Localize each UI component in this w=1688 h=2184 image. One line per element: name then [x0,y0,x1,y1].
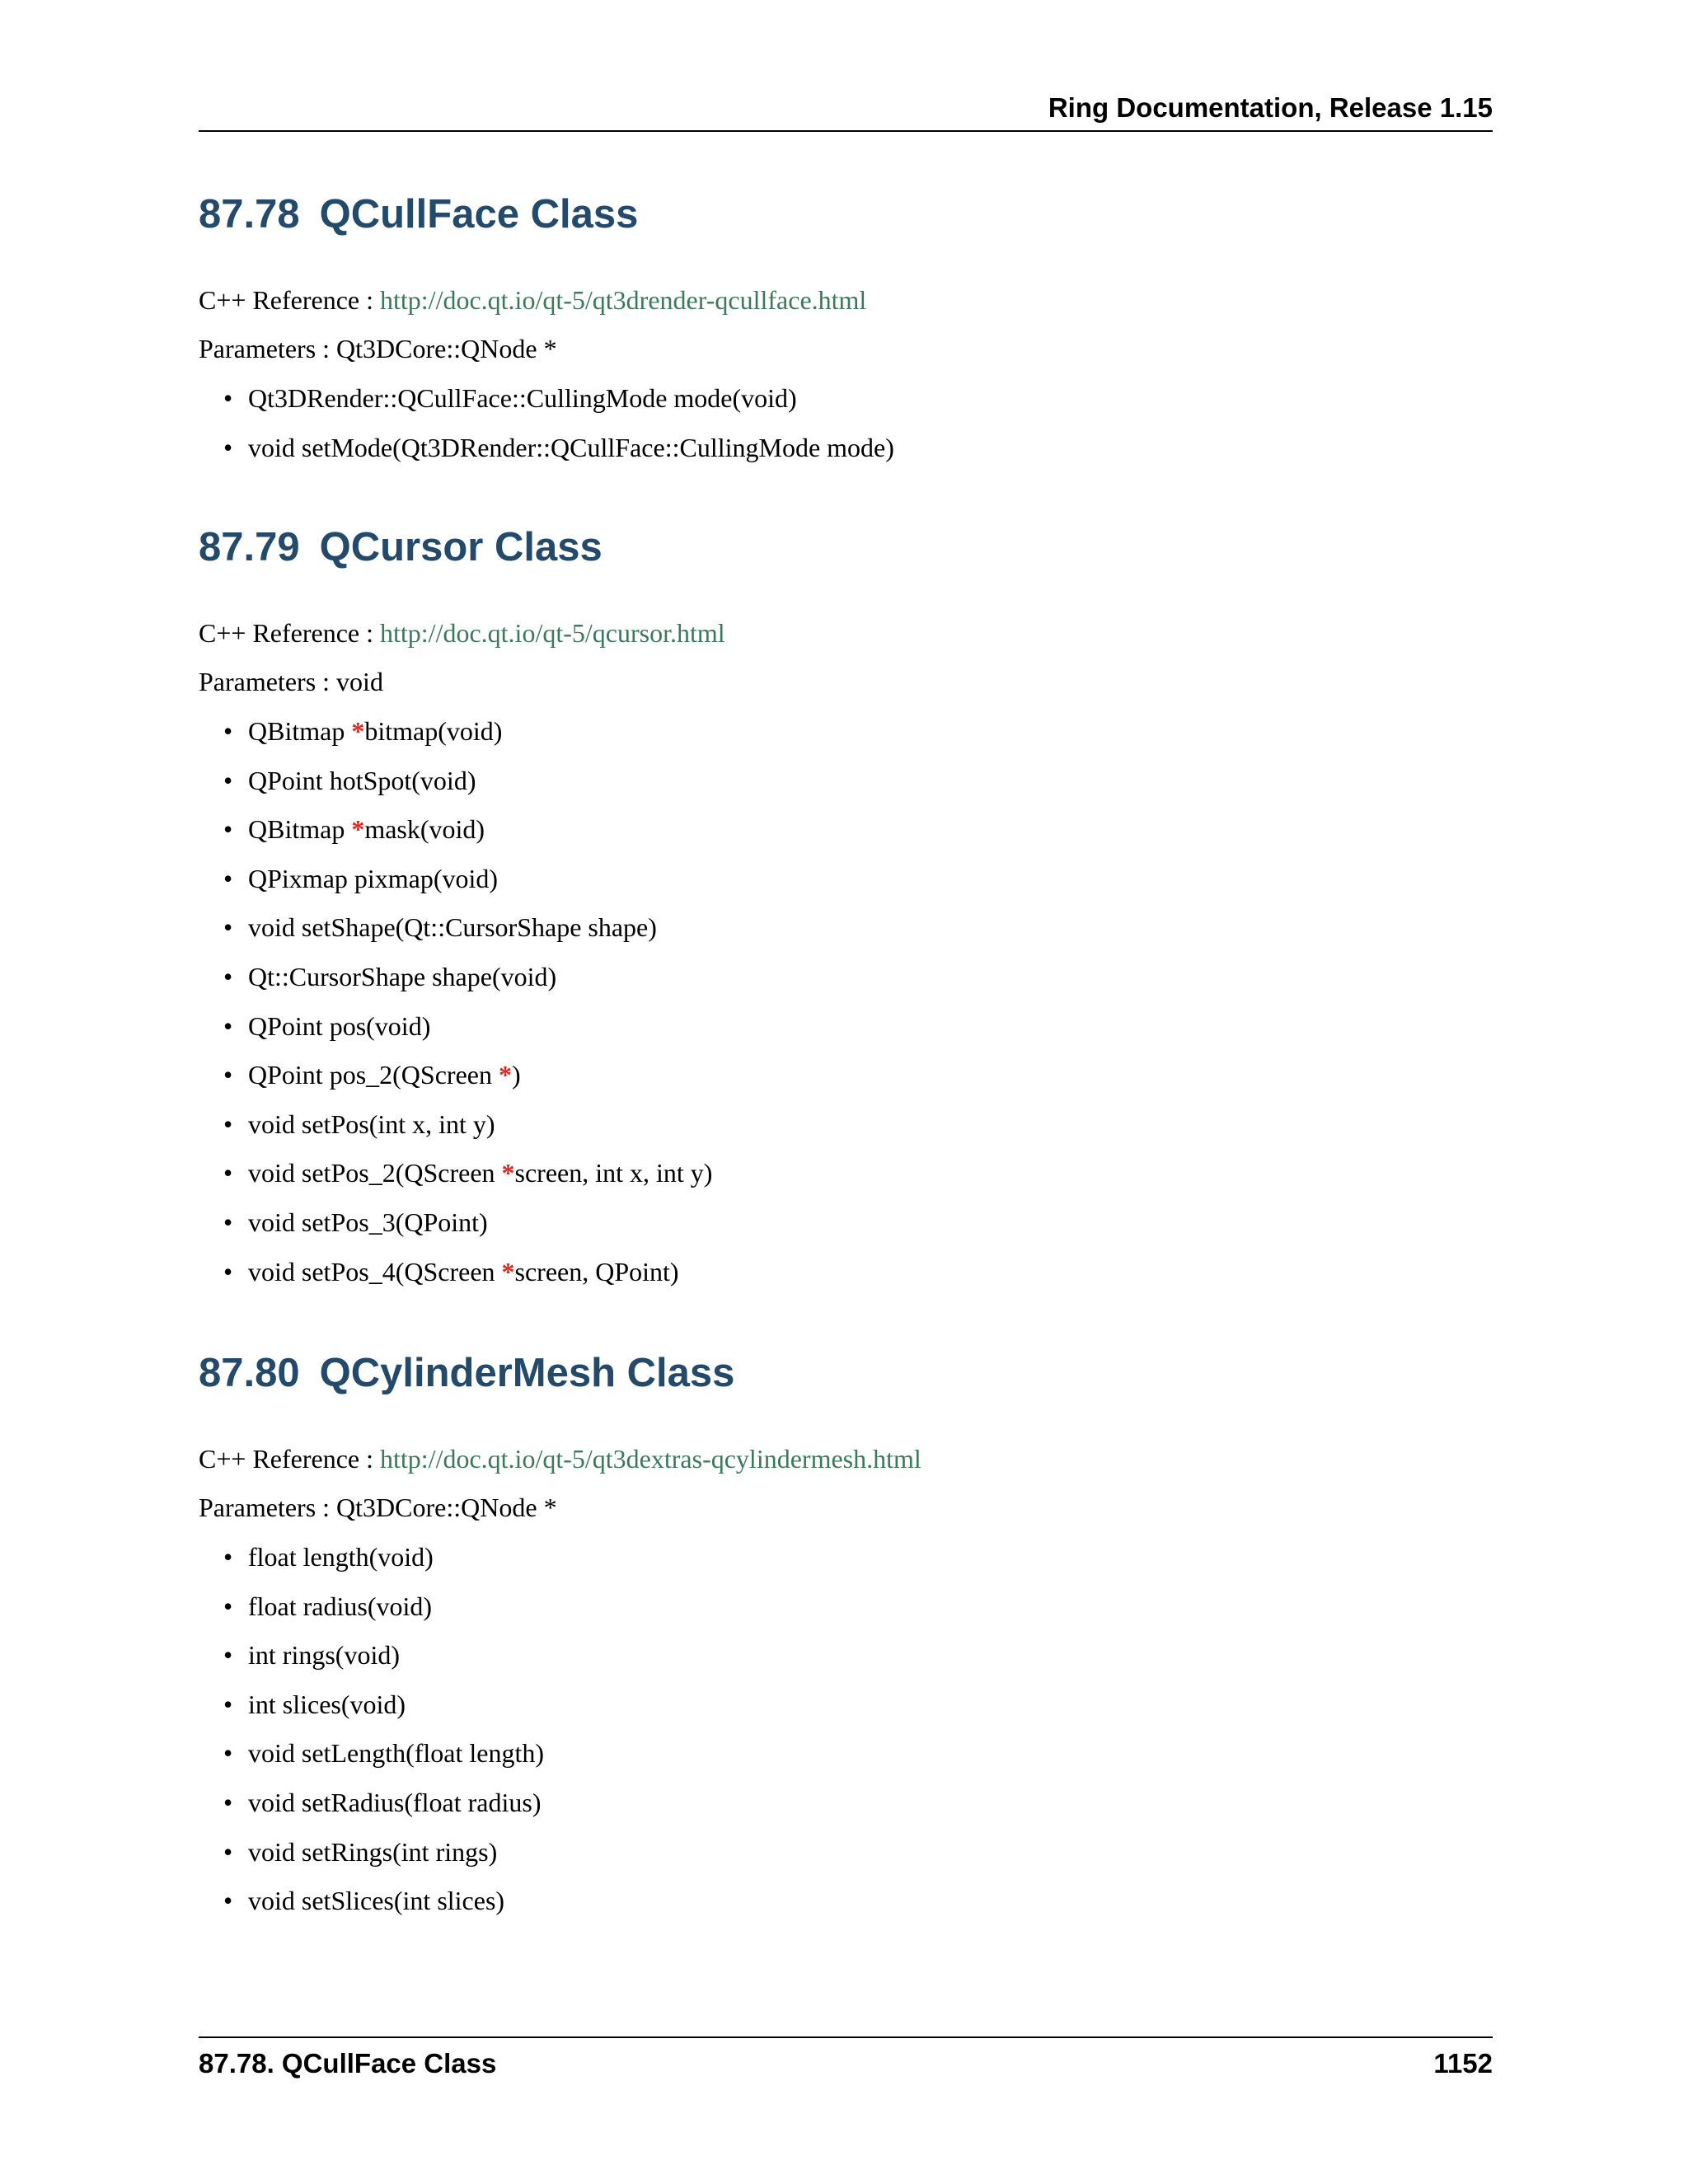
method-signature-text: float radius(void) [248,1591,433,1621]
method-item [223,1738,545,1769]
section-number: 87.80 [199,1351,300,1395]
method-signature-text: void setPos_4(QScreen [248,1256,502,1286]
method-signature-text: screen, int x, int y) [514,1158,713,1188]
method-signature-text: void setRadius(float radius) [248,1788,542,1817]
section-qcursor [199,525,1493,1286]
bullet-icon: • [223,1738,233,1769]
section-heading [199,1353,1493,1394]
method-signature-text: Qt::CursorShape shape(void) [248,962,557,991]
section-title: QCursor Class [319,525,603,569]
method-signature-text: void setSlices(int slices) [248,1886,505,1916]
bullet-icon: • [223,765,233,795]
method-item [223,1010,431,1041]
bullet-icon: • [223,1886,233,1916]
method-item [223,716,503,746]
method-item [223,1591,433,1621]
method-item [223,1158,713,1188]
bullet-icon: • [223,1640,233,1671]
bullet-icon: • [223,814,233,845]
section-qcylindermesh [199,1351,1493,1916]
method-item [223,1886,505,1916]
bullet-icon: • [223,1788,233,1817]
bullet-icon: • [223,1010,233,1041]
reference-link[interactable]: http://doc.qt.io/qt-5/qt3dextras-qcylindermesh.html [380,1444,921,1474]
bullet-icon: • [223,1060,233,1090]
method-item [223,765,476,795]
header-rule [199,130,1493,132]
reference-label: C++ Reference : [199,1444,380,1474]
method-signature-text: ) [511,1060,521,1090]
document-page [199,0,1493,2184]
cpp-reference-line [199,1446,921,1472]
bullet-icon: • [223,1591,233,1621]
bullet-icon: • [223,1836,233,1867]
method-item [223,1256,679,1286]
method-signature-text: QBitmap [248,716,352,746]
section-heading [199,194,1493,235]
method-item [223,1108,495,1139]
pointer-asterisk: * [351,814,365,845]
method-item [223,383,797,413]
method-signature-text: void setPos(int x, int y) [248,1108,495,1139]
method-item [223,863,499,893]
reference-label: C++ Reference : [199,285,380,315]
bullet-icon: • [223,1689,233,1719]
reference-label: C++ Reference : [199,618,380,648]
footer-section-title: 87.78. QCullFace Class [199,2048,497,2079]
bullet-icon: • [223,1542,233,1572]
method-item [223,1207,488,1237]
method-signature-text: mask(void) [364,814,485,845]
footer-page-number: 1152 [1433,2048,1493,2079]
method-item [223,1836,498,1867]
method-signature-text: screen, QPoint) [514,1256,679,1286]
method-signature-text: QPoint pos(void) [248,1010,431,1041]
method-signature-text: void setPos_2(QScreen [248,1158,502,1188]
method-item [223,1542,434,1572]
section-title: QCullFace Class [319,192,639,237]
method-signature-text: void setShape(Qt::CursorShape shape) [248,912,657,943]
pointer-asterisk: * [501,1256,515,1286]
method-signature-text: QPoint hotSpot(void) [248,765,476,795]
section-qcullface [199,192,1493,462]
cpp-reference-line [199,287,866,313]
method-item [223,962,557,991]
method-item [223,432,894,462]
section-number: 87.78 [199,192,300,237]
method-signature-text: Qt3DRender::QCullFace::CullingMode mode(void) [248,383,797,413]
bullet-icon: • [223,1108,233,1139]
reference-link[interactable]: http://doc.qt.io/qt-5/qcursor.html [380,618,725,648]
section-heading [199,527,1493,568]
bullet-icon: • [223,1158,233,1188]
reference-link[interactable]: http://doc.qt.io/qt-5/qt3drender-qcullface.html [380,285,867,315]
method-signature-text: void setRings(int rings) [248,1836,498,1867]
method-signature-text: QPixmap pixmap(void) [248,863,499,893]
method-signature-text: void setPos_3(QPoint) [248,1207,488,1237]
bullet-icon: • [223,863,233,893]
bullet-icon: • [223,432,233,462]
method-item [223,1640,400,1671]
method-item [223,1788,542,1817]
parameters-line: Parameters : Qt3DCore::QNode * [199,1493,557,1522]
cpp-reference-line [199,620,725,646]
method-signature-text: void setLength(float length) [248,1738,545,1769]
section-title: QCylinderMesh Class [319,1351,735,1395]
method-signature-text: float length(void) [248,1542,434,1572]
method-item [223,1689,406,1719]
method-item [223,814,485,845]
bullet-icon: • [223,383,233,413]
method-signature-text: int slices(void) [248,1689,406,1719]
bullet-icon: • [223,1207,233,1237]
bullet-icon: • [223,962,233,991]
footer-rule [199,2036,1493,2038]
pointer-asterisk: * [498,1060,512,1090]
method-signature-text: QBitmap [248,814,352,845]
method-signature-text: QPoint pos_2(QScreen [248,1060,499,1090]
bullet-icon: • [223,716,233,746]
method-signature-text: int rings(void) [248,1640,400,1671]
section-number: 87.79 [199,525,300,569]
pointer-asterisk: * [501,1158,515,1188]
running-header: Ring Documentation, Release 1.15 [1048,92,1493,123]
bullet-icon: • [223,912,233,943]
method-item [223,1060,521,1090]
pointer-asterisk: * [351,716,365,746]
method-signature-text: bitmap(void) [364,716,503,746]
method-signature-text: void setMode(Qt3DRender::QCullFace::CullingMode mode) [248,432,894,462]
method-item [223,912,657,943]
parameters-line: Parameters : void [199,667,383,696]
parameters-line: Parameters : Qt3DCore::QNode * [199,334,557,363]
bullet-icon: • [223,1256,233,1286]
